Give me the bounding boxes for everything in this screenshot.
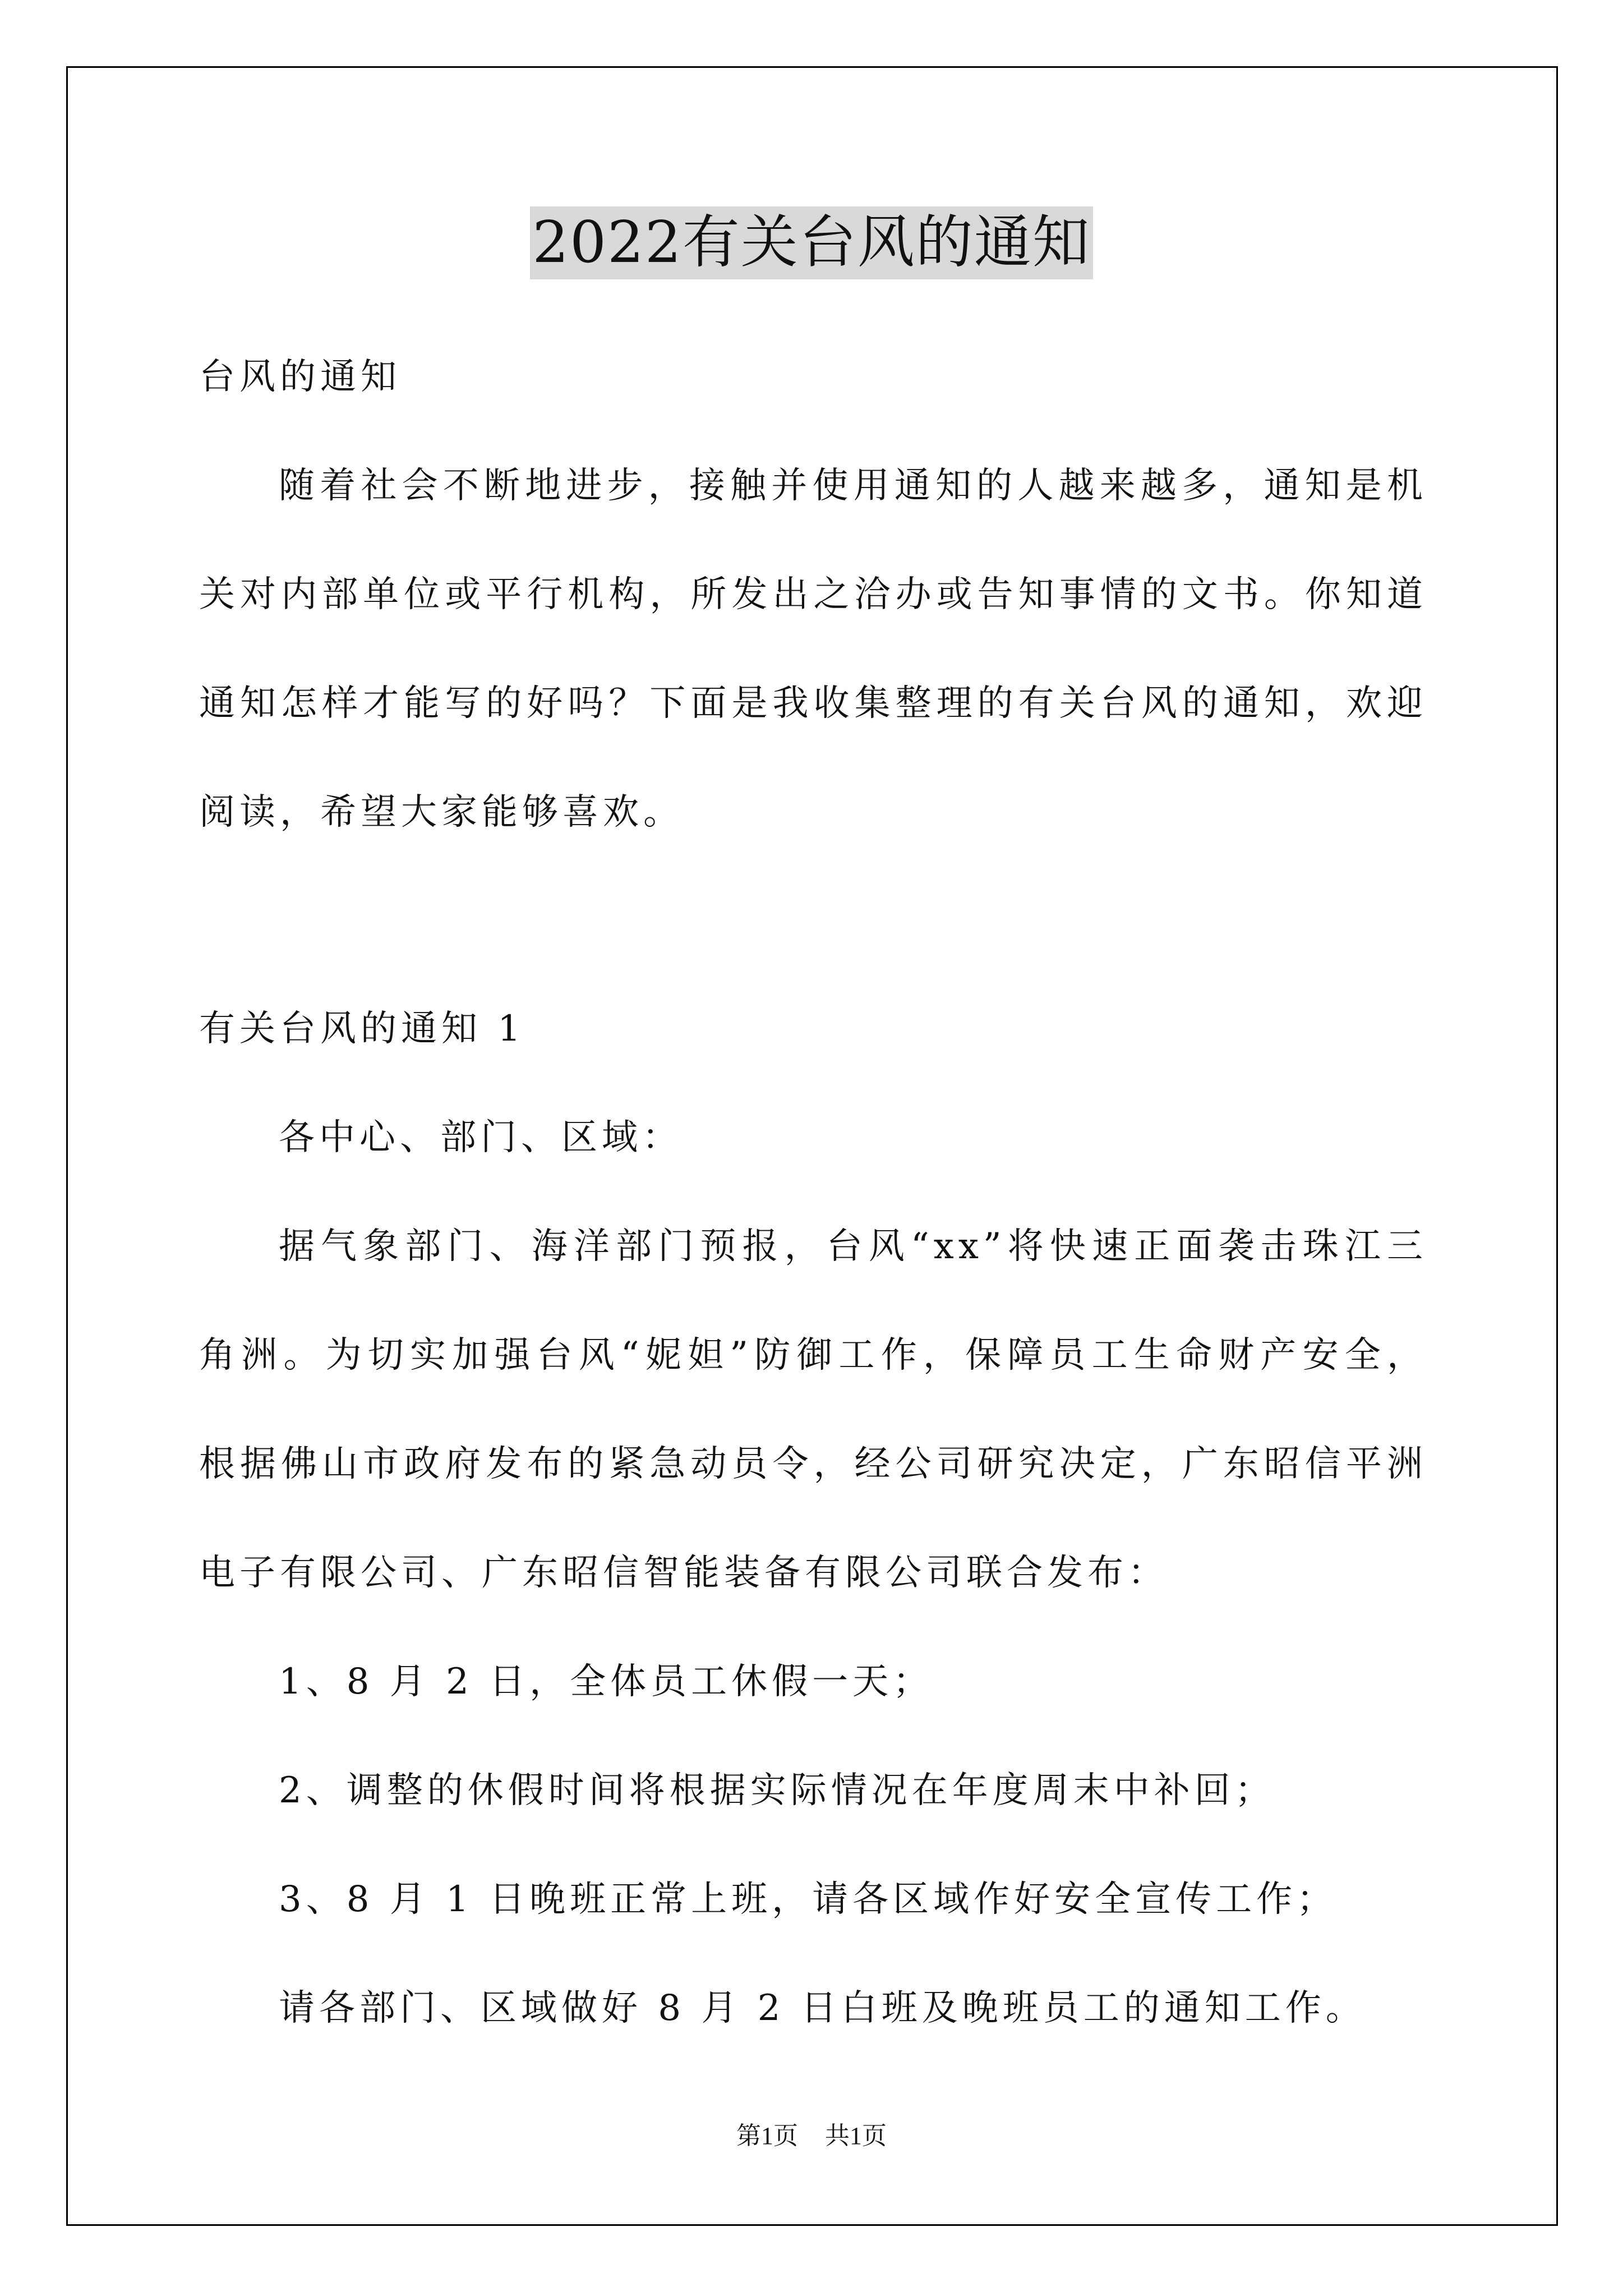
intro-line-1: 随着社会不断地进步，接触并使用通知的人越来越多，通知是机 <box>279 465 1427 507</box>
intro-line-2: 关对内部单位或平行机构，所发出之洽办或告知事情的文书。你知道 <box>199 574 1427 615</box>
intro-line-3: 通知怎样才能写的好吗？下面是我收集整理的有关台风的通知，欢迎 <box>199 683 1427 724</box>
body-line-1: 据气象部门、海洋部门预报，台风“xx”将快速正面袭击珠江三 <box>279 1226 1427 1267</box>
title-container <box>0 206 1623 279</box>
subtitle: 台风的通知 <box>199 356 401 398</box>
salutation: 各中心、部门、区域： <box>279 1117 683 1158</box>
body-line-2: 角洲。为切实加强台风“妮妲”防御工作，保障员工生命财产安全， <box>199 1335 1427 1376</box>
body-line-4: 电子有限公司、广东昭信智能装备有限公司联合发布： <box>199 1552 1168 1594</box>
list-item-4: 请各部门、区域做好 8 月 2 日白班及晚班员工的通知工作。 <box>279 1987 1366 2029</box>
page-number: 第1页 <box>736 2122 798 2150</box>
section-heading: 有关台风的通知 1 <box>199 1008 525 1050</box>
intro-line-4: 阅读，希望大家能够喜欢。 <box>199 792 684 833</box>
page-footer <box>0 2120 1623 2152</box>
document-title: 2022有关台风的通知 <box>530 206 1093 279</box>
body-line-3: 根据佛山市政府发布的紧急动员令，经公司研究决定，广东昭信平洲 <box>199 1443 1427 1485</box>
page-total: 共1页 <box>825 2122 887 2150</box>
list-item-3: 3、8 月 1 日晚班正常上班，请各区域作好安全宣传工作； <box>279 1879 1338 1920</box>
list-item-2: 2、调整的休假时间将根据实际情况在年度周末中补回； <box>279 1770 1275 1811</box>
list-item-1: 1、8 月 2 日，全体员工休假一天； <box>279 1661 934 1703</box>
